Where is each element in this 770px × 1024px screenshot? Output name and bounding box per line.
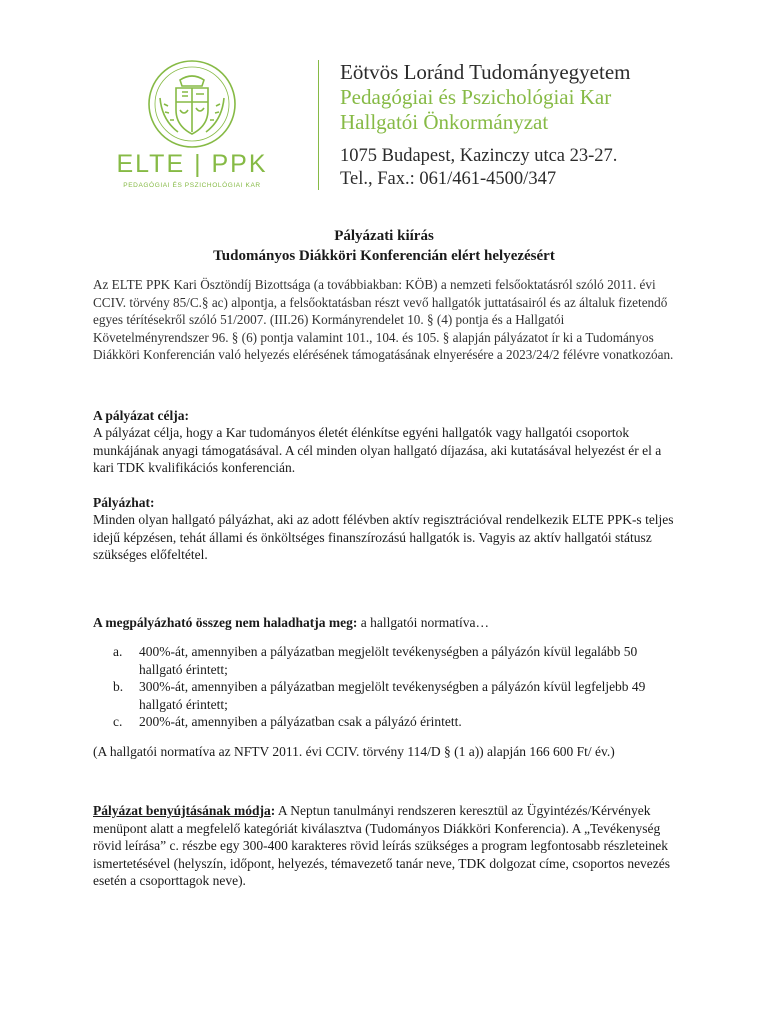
elte-ppk-logo <box>112 58 272 198</box>
amount-paragraph <box>93 614 675 632</box>
submission-colon: : <box>270 803 276 818</box>
list-item <box>93 643 675 678</box>
phone-fax: Tel., Fax.: 061/461-4500/347 <box>340 169 557 189</box>
eligible-text: Minden olyan hallgató pályázhat, aki az adott félévben aktív regisztrációval rendelkezik ELTE PPK-s teljes idejű képzésen, tehát állami és önköltséges finanszírozású hallgatók is. Vagyis az aktív hallgatói státusz szükséges előfeltétel. <box>93 512 674 562</box>
normative-note: (A hallgatói normatíva az NFTV 2011. évi CCIV. törvény 114/D § (1 a)) alapján 166 600 Ft/ év.) <box>93 743 615 759</box>
list-item-text: 200%-át, amennyiben a pályázatban csak a pályázó érintett. <box>139 714 462 729</box>
list-item-text: 300%-át, amennyiben a pályázatban megjelölt tevékenységben a pályázón kívül legfeljebb 49 hallgató érintett; <box>139 679 646 712</box>
elte-coat-of-arms-icon <box>146 58 238 150</box>
list-marker: a. <box>113 644 123 659</box>
faculty-name: Pedagógiai és Pszichológiai Kar <box>340 85 612 109</box>
submission-paragraph <box>93 802 675 890</box>
list-item <box>93 678 675 713</box>
intro-paragraph: Az ELTE PPK Kari Ösztöndíj Bizottsága (a továbbiakban: KÖB) a nemzeti felsőoktatásról szóló 2011. évi CCIV. törvény 85/C.§ ac) alpontja, a felsőoktatásban részt vevő hallgatók juttatásairól és az általuk fizetendő egyes térítésekről szóló 51/2007. (III.26) Kormányrendelet 10. § (4) pontja és a Hallgatói Követelményrendszer 96. § (6) pontja valamint 101., 104. és 105. § alapján pályázatot ír ki a Tudományos Diákköri Konferencián való helyezés elérésének támogatásának elnyerésére a 2023/24/2 félévre vonatkozóan. <box>93 277 674 362</box>
list-item <box>93 713 675 731</box>
submission-text: A Neptun tanulmányi rendszeren keresztül az Ügyintézés/Kérvények menüpont alatt a megfelelő kategóriát kiválasztva (Tudományos Diákköri Konferencia). A „Tevékenység rövid leírása” c. részbe egy 300-400 karakteres rövid leírás szükséges a program legfontosabb részleteinek ismertetésével (helyszín, időpont, helyezés, témavezető tanár neve, TDK dolgozat címe, csoportos nevezés esetén a csoporttagok neve). <box>93 803 671 888</box>
document-body <box>93 226 675 890</box>
letterhead <box>340 60 740 191</box>
eligible-heading: Pályázhat: <box>93 494 155 510</box>
document-subtitle: Tudományos Diákköri Konferencián elért helyezésért <box>213 248 555 264</box>
list-item-text: 400%-át, amennyiben a pályázatban megjelölt tevékenységben a pályázón kívül legalább 50 hallgató érintett; <box>139 644 638 677</box>
brand-name: ELTE | PPK <box>116 150 268 178</box>
aim-heading: A pályázat célja: <box>93 407 189 423</box>
header-divider <box>318 60 319 190</box>
brand-subtitle: PEDAGÓGIAI ÉS PSZICHOLÓGIAI KAR <box>123 182 261 189</box>
amount-heading: A megpályázható összeg nem haladhatja meg: <box>93 614 358 630</box>
aim-text: A pályázat célja, hogy a Kar tudományos életét élénkítse egyéni hallgatók vagy hallgatói csoportok munkájának anyagi támogatásával. A cél minden olyan hallgató díjazása, aki kutatásával helyezést ér el a kari TDK kvalifikációs konferencián. <box>93 425 662 475</box>
list-marker: b. <box>113 679 124 694</box>
amount-heading-rest: a hallgatói normatíva… <box>357 614 489 630</box>
submission-heading: Pályázat benyújtásának módja <box>93 803 271 818</box>
document-title: Pályázati kiírás <box>334 228 434 244</box>
list-marker: c. <box>113 714 123 729</box>
address: 1075 Budapest, Kazinczy utca 23-27. <box>340 146 618 166</box>
union-name: Hallgatói Önkormányzat <box>340 110 549 134</box>
university-name: Eötvös Loránd Tudományegyetem <box>340 60 631 84</box>
amount-list <box>93 643 675 731</box>
